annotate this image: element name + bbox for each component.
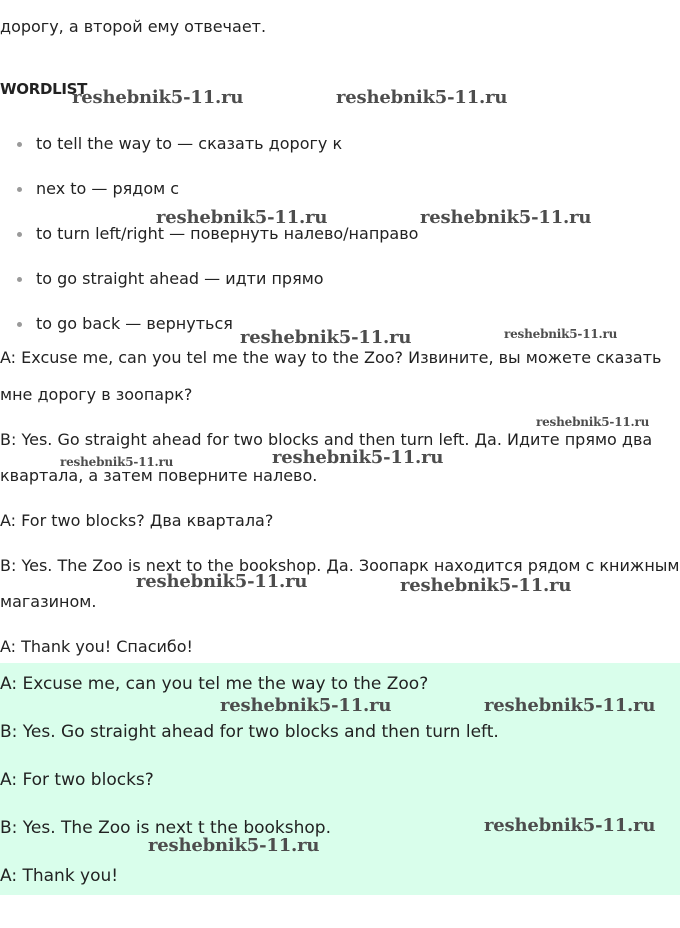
english-dialog-line: A: Thank you! bbox=[0, 866, 119, 886]
english-dialog-line: B: Yes. Go straight ahead for two blocks and then turn left. bbox=[0, 722, 499, 742]
wordlist-heading: WORDLIST bbox=[0, 80, 88, 98]
bullet-icon bbox=[17, 232, 22, 237]
list-item bbox=[36, 314, 233, 334]
watermark: reshebnik5-11.ru bbox=[148, 835, 320, 856]
dialog-line: A: Excuse me, can you tel me the way to the Zoo? Извините, вы можете сказать bbox=[0, 348, 662, 367]
dialog-line: B: Yes. The Zoo is next to the bookshop. Да. Зоопарк находится рядом с книжным bbox=[0, 556, 680, 575]
list-item bbox=[36, 134, 342, 154]
watermark: reshebnik5-11.ru bbox=[484, 695, 656, 716]
watermark: reshebnik5-11.ru bbox=[484, 815, 656, 836]
english-dialog-line: A: For two blocks? bbox=[0, 770, 154, 790]
watermark: reshebnik5-11.ru bbox=[60, 455, 174, 469]
bullet-icon bbox=[17, 142, 22, 147]
dialog-line: A: For two blocks? Два квартала? bbox=[0, 511, 274, 530]
list-item-text: to go straight ahead — идти прямо bbox=[36, 269, 324, 288]
bullet-icon bbox=[17, 322, 22, 327]
list-item-text: to go back — вернуться bbox=[36, 314, 233, 333]
watermark: reshebnik5-11.ru bbox=[336, 87, 508, 108]
watermark: reshebnik5-11.ru bbox=[400, 575, 572, 596]
watermark: reshebnik5-11.ru bbox=[136, 571, 308, 592]
watermark: reshebnik5-11.ru bbox=[240, 327, 412, 348]
watermark: reshebnik5-11.ru bbox=[504, 327, 618, 341]
watermark: reshebnik5-11.ru bbox=[420, 207, 592, 228]
list-item bbox=[36, 269, 324, 289]
watermark: reshebnik5-11.ru bbox=[536, 415, 650, 429]
dialog-line: мне дорогу в зоопарк? bbox=[0, 385, 193, 404]
bullet-icon bbox=[17, 277, 22, 282]
intro-text: дорогу, а второй ему отвечает. bbox=[0, 17, 267, 36]
watermark: reshebnik5-11.ru bbox=[72, 87, 244, 108]
list-item-text: to tell the way to — сказать дорогу к bbox=[36, 134, 343, 153]
bullet-icon bbox=[17, 187, 22, 192]
dialog-line: квартала, а затем поверните налево. bbox=[0, 466, 318, 485]
list-item bbox=[36, 179, 179, 199]
english-dialog-line: B: Yes. The Zoo is next t the bookshop. bbox=[0, 818, 332, 838]
watermark: reshebnik5-11.ru bbox=[156, 207, 328, 228]
dialog-line: магазином. bbox=[0, 592, 97, 611]
watermark: reshebnik5-11.ru bbox=[220, 695, 392, 716]
dialog-line: A: Thank you! Спасибо! bbox=[0, 637, 193, 656]
list-item-text: nex to — рядом с bbox=[36, 179, 180, 198]
english-dialog-line: A: Excuse me, can you tel me the way to the Zoo? bbox=[0, 674, 429, 694]
list-item-text: to turn left/right — повернуть налево/направо bbox=[36, 224, 419, 243]
dialog-line: B: Yes. Go straight ahead for two blocks and then turn left. Да. Идите прямо два bbox=[0, 430, 653, 449]
watermark: reshebnik5-11.ru bbox=[272, 447, 444, 468]
